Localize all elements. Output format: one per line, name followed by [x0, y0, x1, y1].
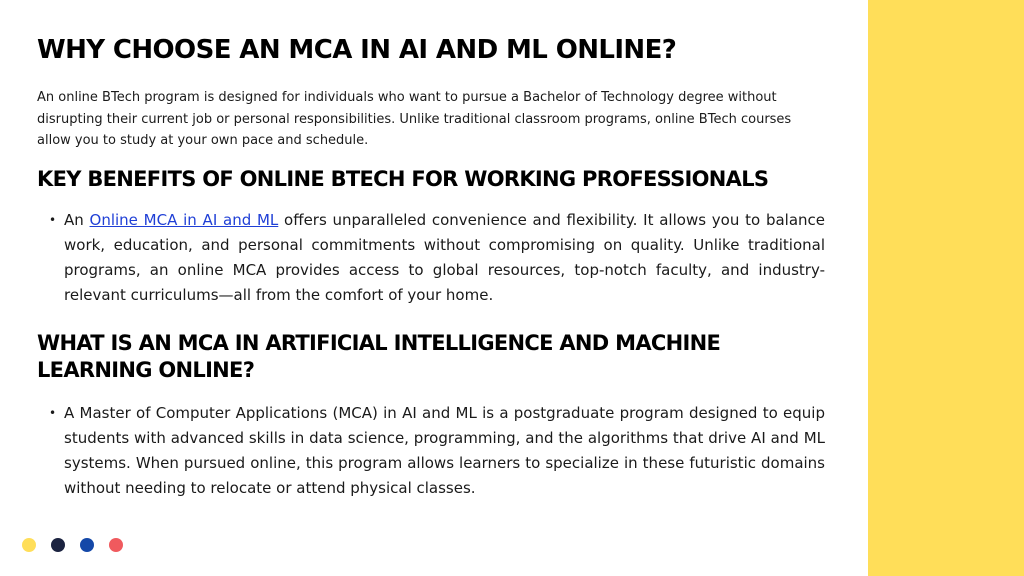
benefits-bullet [49, 208, 825, 308]
what-is-bullet-text: A Master of Computer Applications (MCA) in AI and ML is a postgraduate program designed to equip students with advanced skills in data science, programming, and the algorithms that drive AI and ML systems. When pursued online, this program allows learners to specialize in these futuristic domains without needing to relocate or attend physical classes. [64, 404, 825, 497]
benefits-bullet-prefix: An [64, 211, 90, 229]
blue-dot-icon [80, 538, 94, 552]
navy-dot-icon [51, 538, 65, 552]
yellow-dot-icon [22, 538, 36, 552]
decorative-dots [22, 538, 123, 552]
benefits-bullet-text: offers unparalleled convenience and flexibility. It allows you to balance work, education, and personal commitments without compromising on quality. Unlike traditional programs, an online MCA provides access to global resources, top-notch faculty, and industry-relevant curriculums—all from the comfort of your home. [64, 211, 825, 304]
benefits-heading: KEY BENEFITS OF ONLINE BTECH FOR WORKING PROFESSIONALS [37, 167, 769, 191]
bullet-icon: • [49, 406, 57, 420]
bullet-icon: • [49, 213, 57, 227]
red-dot-icon [109, 538, 123, 552]
yellow-side-band [868, 0, 1024, 576]
intro-paragraph: An online BTech program is designed for individuals who want to pursue a Bachelor of Technology degree without disrupting their current job or personal responsibilities. Unlike traditional classroom programs, online BTech courses allow you to study at your own pace and schedule. [37, 90, 792, 149]
what-is-heading: WHAT IS AN MCA IN ARTIFICIAL INTELLIGENCE AND MACHINE LEARNING ONLINE? [37, 331, 721, 382]
what-is-bullet [49, 401, 825, 501]
main-heading: WHY CHOOSE AN MCA IN AI AND ML ONLINE? [37, 35, 677, 65]
online-mca-link[interactable]: Online MCA in AI and ML [89, 211, 279, 229]
